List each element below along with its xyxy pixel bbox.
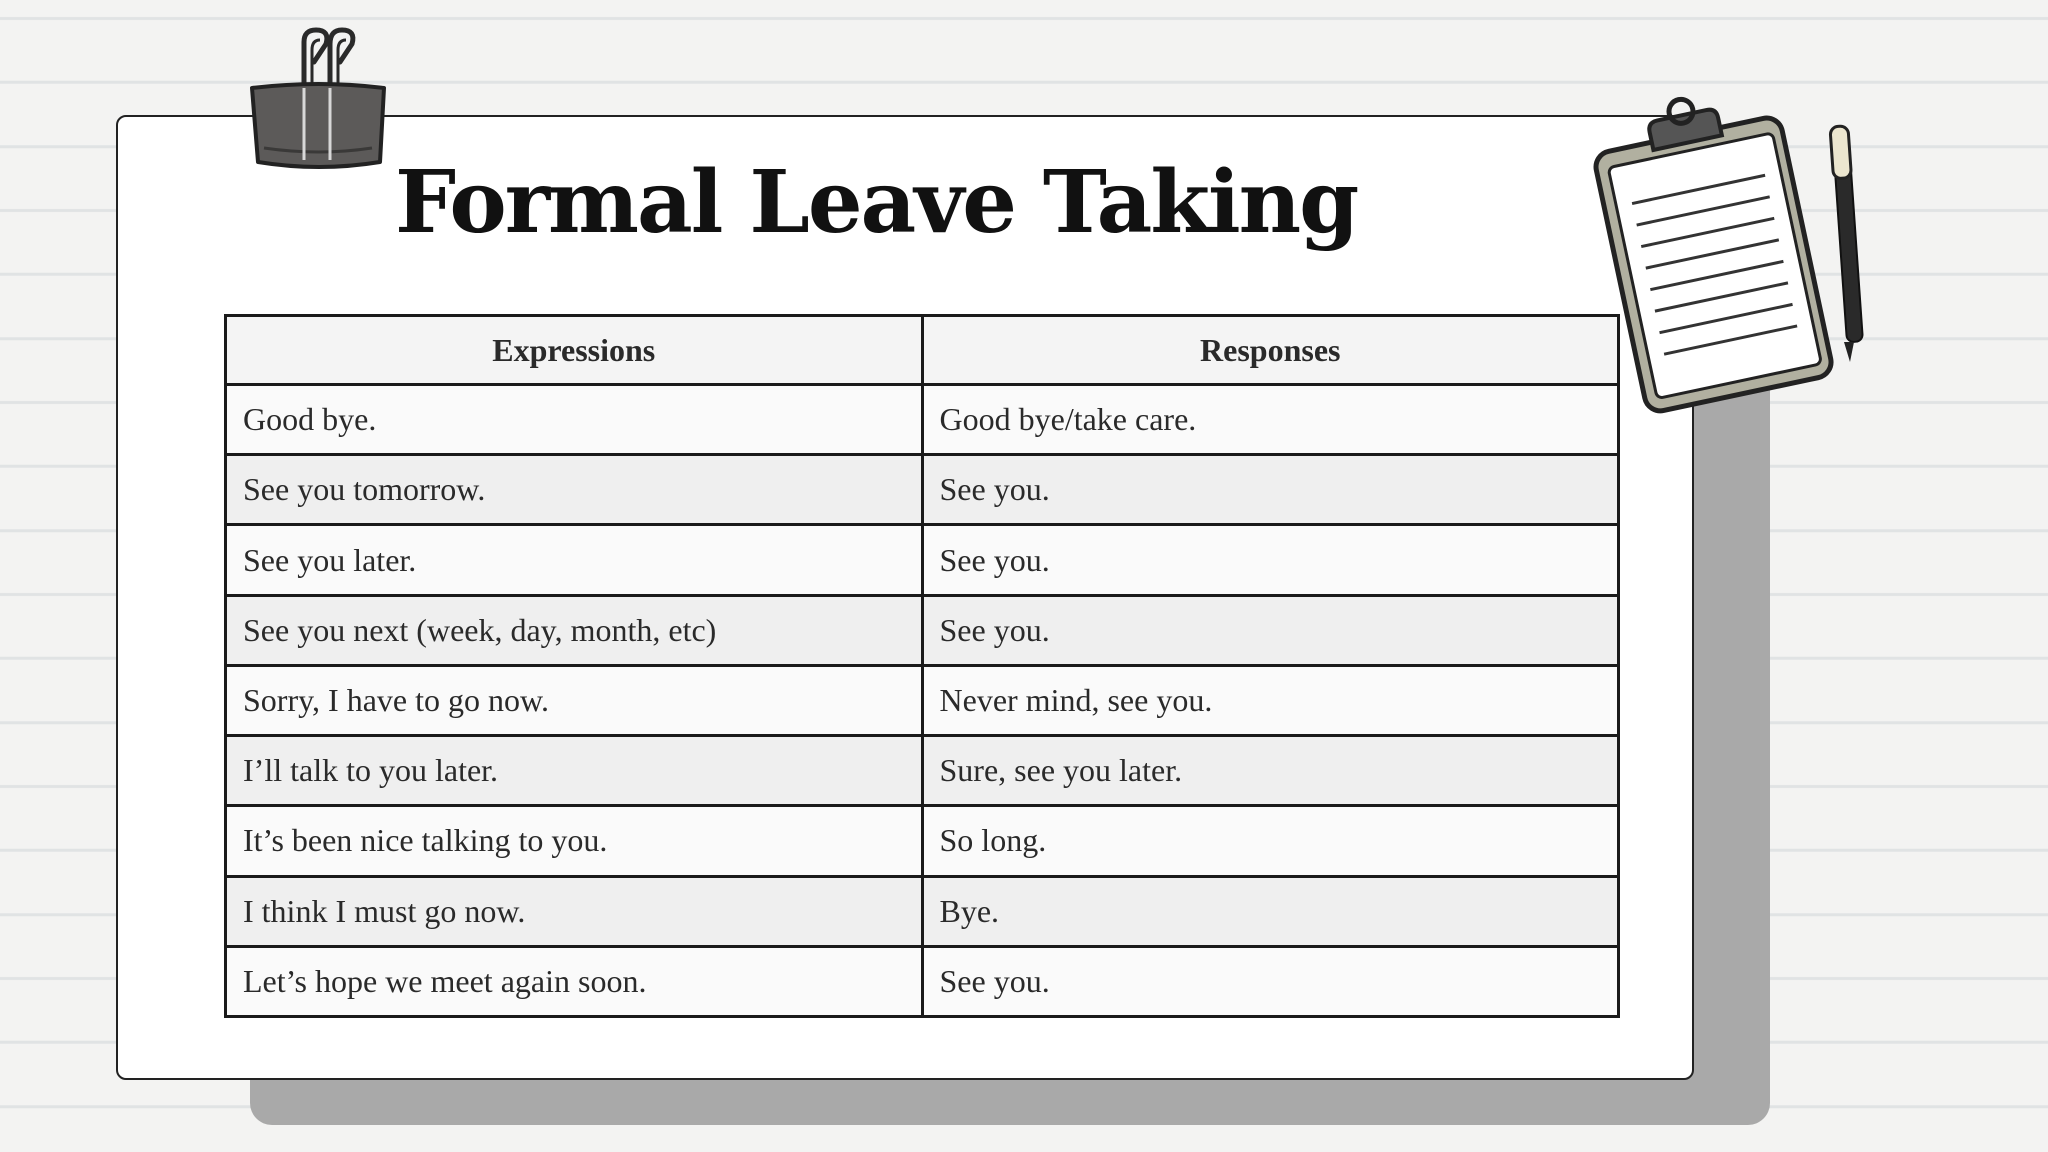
table-row	[226, 595, 1619, 665]
table-row	[226, 665, 1619, 735]
expression-cell: It’s been nice talking to you.	[226, 806, 923, 876]
expression-cell: I’ll talk to you later.	[226, 736, 923, 806]
table-row	[226, 525, 1619, 595]
table-row	[226, 946, 1619, 1016]
clipboard-icon	[1588, 92, 1878, 422]
expression-cell: Let’s hope we meet again soon.	[226, 946, 923, 1016]
response-cell: Bye.	[922, 876, 1619, 946]
response-cell: Sure, see you later.	[922, 736, 1619, 806]
table-row	[226, 455, 1619, 525]
response-cell: See you.	[922, 525, 1619, 595]
leave-taking-table	[224, 314, 1620, 1018]
expression-cell: Good bye.	[226, 385, 923, 455]
table-row	[226, 385, 1619, 455]
binder-clip-icon	[244, 22, 394, 172]
response-cell: Never mind, see you.	[922, 665, 1619, 735]
response-cell: Good bye/take care.	[922, 385, 1619, 455]
expression-cell: See you next (week, day, month, etc)	[226, 595, 923, 665]
pen-icon	[1830, 126, 1863, 362]
expression-cell: See you tomorrow.	[226, 455, 923, 525]
table-header-row	[226, 316, 1619, 385]
table-row	[226, 876, 1619, 946]
response-cell: See you.	[922, 595, 1619, 665]
response-cell: See you.	[922, 455, 1619, 525]
table-row	[226, 806, 1619, 876]
response-cell: So long.	[922, 806, 1619, 876]
column-header-expressions: Expressions	[226, 316, 923, 385]
table-row	[226, 736, 1619, 806]
page-title: Formal Leave Taking	[395, 152, 1358, 253]
expression-cell: See you later.	[226, 525, 923, 595]
expression-cell: Sorry, I have to go now.	[226, 665, 923, 735]
expression-cell: I think I must go now.	[226, 876, 923, 946]
column-header-responses: Responses	[922, 316, 1619, 385]
response-cell: See you.	[922, 946, 1619, 1016]
